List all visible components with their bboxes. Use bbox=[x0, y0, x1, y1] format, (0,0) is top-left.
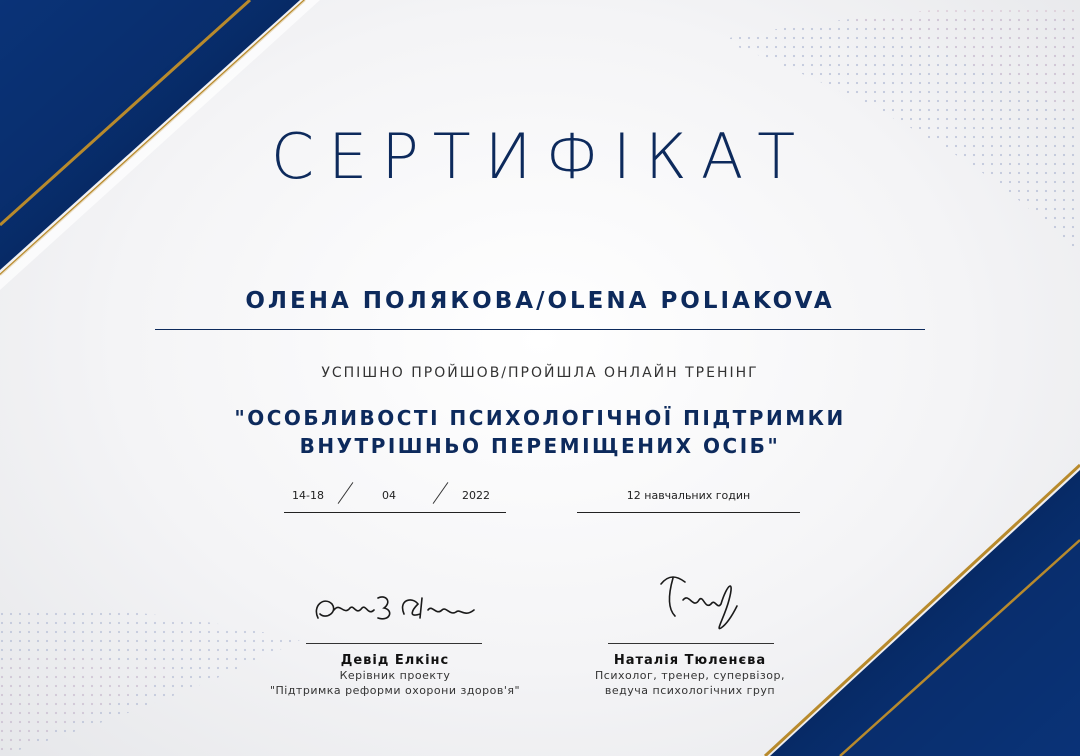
signature-line bbox=[306, 643, 482, 644]
signatory-role: ведуча психологічних груп bbox=[604, 684, 776, 697]
course-title-line-1: "ОСОБЛИВОСТІ ПСИХОЛОГІЧНОЇ ПІДТРИМКИ bbox=[234, 406, 846, 430]
signature-image bbox=[308, 588, 483, 632]
course-title bbox=[0, 404, 1080, 460]
date-days: 14-18 bbox=[292, 489, 324, 502]
signatory-name: Девід Елкінс bbox=[340, 653, 450, 668]
hours-underline bbox=[577, 512, 800, 513]
date-year: 2022 bbox=[462, 489, 490, 502]
signatory-name: Наталія Тюленєва bbox=[613, 653, 767, 668]
signatory-role: "Підтримка реформи охорони здоров'я" bbox=[269, 684, 521, 697]
date-month: 04 bbox=[382, 489, 396, 502]
recipient-name: ОЛЕНА ПОЛЯКОВА/OLENA POLIAKOVA bbox=[245, 288, 835, 314]
completion-text: УСПІШНО ПРОЙШОВ/ПРОЙШЛА ОНЛАЙН ТРЕНІНГ bbox=[321, 365, 759, 381]
signatory-role: Керівник проекту bbox=[339, 669, 451, 682]
training-hours: 12 навчальних годин bbox=[626, 489, 751, 502]
course-title-line-2: ВНУТРІШНЬО ПЕРЕМІЩЕНИХ ОСІБ" bbox=[299, 434, 781, 458]
recipient-underline bbox=[155, 329, 925, 330]
date-underline bbox=[284, 512, 506, 513]
corner-bottom-right bbox=[765, 465, 1080, 756]
signature-line bbox=[608, 643, 774, 644]
signatory-role: Психолог, тренер, супервізор, bbox=[595, 669, 785, 682]
signatory-2 bbox=[540, 653, 840, 698]
signature-image bbox=[655, 570, 745, 636]
signatory-1 bbox=[240, 653, 550, 698]
certificate-title: СЕРТИФІКАТ bbox=[270, 120, 810, 193]
